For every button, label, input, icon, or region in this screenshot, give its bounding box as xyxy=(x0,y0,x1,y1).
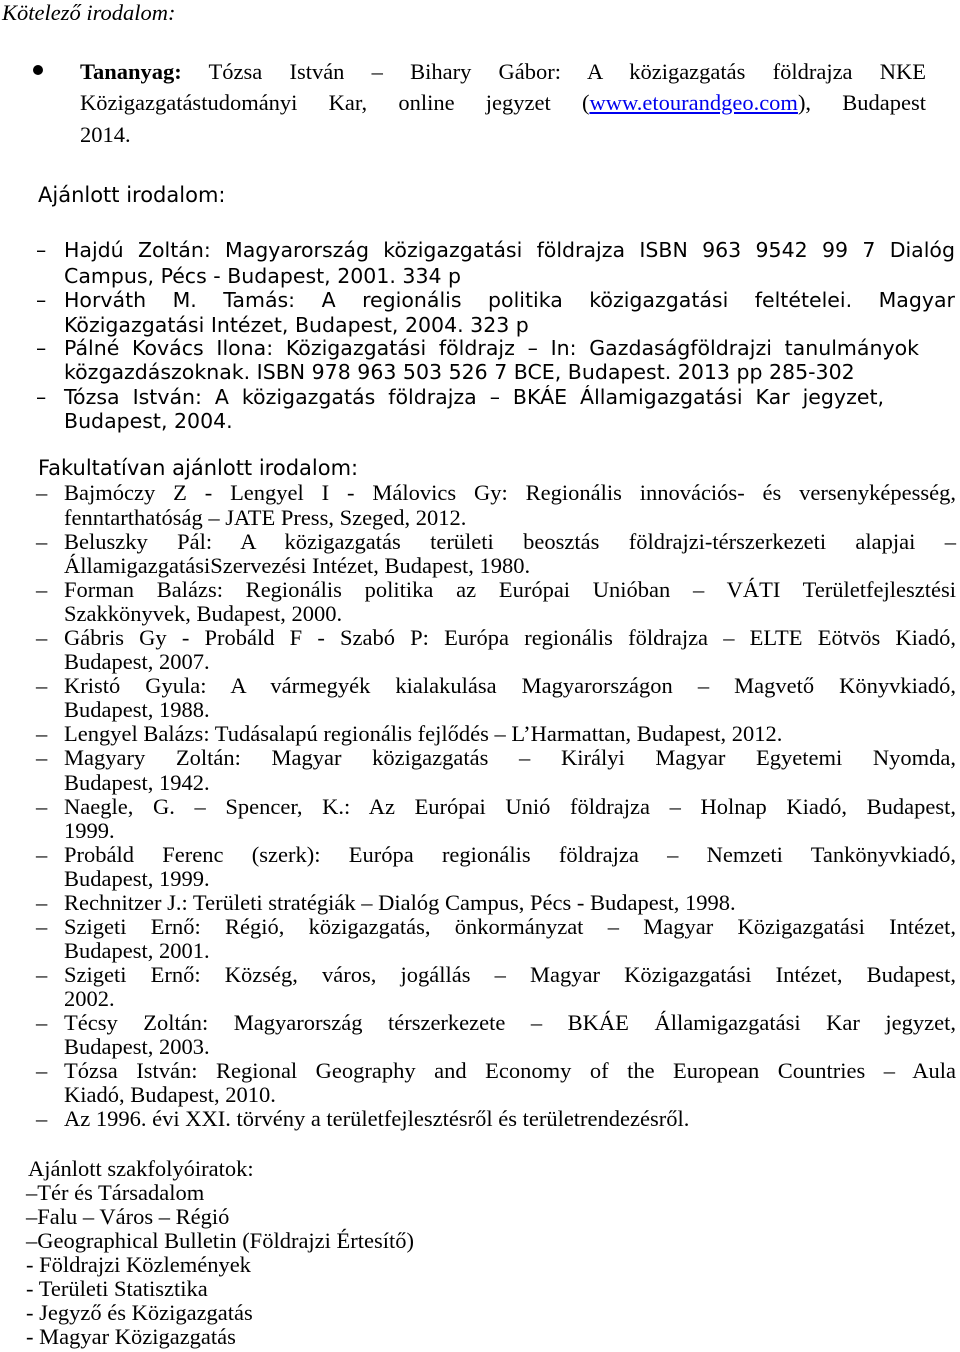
fakultativ-item-line-2: Budapest, 1999. xyxy=(64,866,210,891)
fakultativ-item-line-2: Budapest, 1942. xyxy=(64,770,210,795)
fakultativ-item-line-2: Budapest, 2001. xyxy=(64,938,210,963)
fakultativ-item-line-1: Az 1996. évi XXI. törvény a területfejlesztésről és területrendezésről. xyxy=(64,1106,690,1131)
szakfolyoirat-item xyxy=(26,1276,208,1302)
szakfolyoirat-item xyxy=(26,1324,236,1350)
fakultativ-item-line-2: Budapest, 1988. xyxy=(64,697,210,722)
szakfolyoirat-title: Földrajzi Közlemények xyxy=(39,1252,251,1277)
szakfolyoirat-title: Jegyző és Közigazgatás xyxy=(39,1300,253,1325)
dash-marker: – xyxy=(26,1204,38,1229)
szakfolyoirat-title: Magyar Közigazgatás xyxy=(39,1324,236,1349)
dash-marker: – xyxy=(36,625,48,650)
dash-marker: – xyxy=(36,480,48,505)
szakfolyoirat-item xyxy=(26,1228,414,1254)
szakfolyoirat-item xyxy=(26,1180,204,1206)
tananyag-text-2b: ), Budapest xyxy=(797,90,927,115)
dash-marker: – xyxy=(36,336,47,360)
szakfolyoirat-item xyxy=(26,1252,251,1278)
dash-marker: – xyxy=(36,673,48,698)
ajanlott-item-line-1: Pálné Kovács Ilona: Közigazgatási földrajz – In: Gazdaságföldrajzi tanulmányok xyxy=(64,336,919,360)
fakultativ-item-line-2: Kiadó, Budapest, 2010. xyxy=(64,1082,276,1107)
fakultativ-item-line-1: Lengyel Balázs: Tudásalapú regionális fejlődés – L’Harmattan, Budapest, 2012. xyxy=(64,721,783,746)
fakultativ-item-line-2: fenntarthatóság – JATE Press, Szeged, 2012. xyxy=(64,505,467,530)
dash-marker: – xyxy=(36,721,48,746)
szakfolyoirat-heading: Ajánlott szakfolyóiratok: xyxy=(28,1156,254,1181)
tananyag-line-3: 2014. xyxy=(80,122,131,147)
fakultativ-item-line-1: Bajmóczy Z - Lengyel I - Málovics Gy: Regionális innovációs- és versenyképesség, xyxy=(64,480,956,505)
etourandgeo-link[interactable]: www.etourandgeo.com xyxy=(589,90,798,115)
szakfolyoirat-title: Geographical Bulletin (Földrajzi Értesítő) xyxy=(37,1228,415,1253)
fakultativ-item-line-2: Budapest, 2007. xyxy=(64,649,210,674)
tananyag-line-2 xyxy=(80,90,926,116)
fakultativ-item-line-1: Forman Balázs: Regionális politika az Európai Unióban – VÁTI Területfejlesztési xyxy=(64,577,956,602)
ajanlott-item-line-1: Horváth M. Tamás: A regionális politika közigazgatási feltételei. Magyar xyxy=(64,288,955,312)
ajanlott-item-line-1: Tózsa István: A közigazgatás földrajza – BKÁE Államigazgatási Kar jegyzet, xyxy=(64,385,884,409)
dash-marker: – xyxy=(36,385,47,409)
fakultativ-item-line-2: Szakkönyvek, Budapest, 2000. xyxy=(64,601,343,626)
dash-marker: – xyxy=(36,914,48,939)
dash-marker: – xyxy=(36,1058,48,1083)
dash-marker: - xyxy=(26,1300,40,1325)
fakultativ-item-line-1: Naegle, G. – Spencer, K.: Az Európai Unió földrajza – Holnap Kiadó, Budapest, xyxy=(64,794,956,819)
fakultativ-item-line-2: ÁllamigazgatásiSzervezési Intézet, Budapest, 1980. xyxy=(64,553,531,578)
dash-marker: – xyxy=(26,1180,38,1205)
fakultativ-heading: Fakultatívan ajánlott irodalom: xyxy=(38,456,359,480)
dash-marker: – xyxy=(36,842,48,867)
dash-marker: – xyxy=(36,1106,48,1131)
fakultativ-item-line-1: Szigeti Ernő: Község, város, jogállás – Magyar Közigazgatási Intézet, Budapest, xyxy=(64,962,956,987)
fakultativ-item-line-1: Técsy Zoltán: Magyarország térszerkezete – BKÁE Államigazgatási Kar jegyzet, xyxy=(64,1010,956,1035)
dash-marker: - xyxy=(26,1252,40,1277)
fakultativ-item-line-1: Tózsa István: Regional Geography and Economy of the European Countries – Aula xyxy=(64,1058,956,1083)
fakultativ-item-line-1: Probáld Ferenc (szerk): Európa regionális földrajza – Nemzeti Tankönyvkiadó, xyxy=(64,842,956,867)
dash-marker: – xyxy=(36,577,48,602)
dash-marker: – xyxy=(36,238,47,262)
fakultativ-item-line-2: Budapest, 2003. xyxy=(64,1034,210,1059)
tananyag-label: Tananyag: xyxy=(80,59,182,84)
dash-marker: - xyxy=(26,1324,40,1349)
fakultativ-item-line-2: 1999. xyxy=(64,818,115,843)
dash-marker: – xyxy=(36,529,48,554)
dash-marker: – xyxy=(36,962,48,987)
szakfolyoirat-item xyxy=(26,1204,229,1230)
ajanlott-item-line-2: Campus, Pécs - Budapest, 2001. 334 p xyxy=(64,264,462,288)
ajanlott-item-line-2: Budapest, 2004. xyxy=(64,409,233,433)
dash-marker: – xyxy=(36,890,48,915)
szakfolyoirat-title: Területi Statisztika xyxy=(38,1276,208,1301)
ajanlott-item-line-2: közgazdászoknak. ISBN 978 963 503 526 7 BCE, Budapest. 2013 pp 285-302 xyxy=(64,360,855,384)
dash-marker: – xyxy=(36,745,48,770)
tananyag-text-2a: Közigazgatástudományi Kar, online jegyzet ( xyxy=(80,90,590,115)
dash-marker: – xyxy=(36,288,47,312)
szakfolyoirat-title: Falu – Város – Régió xyxy=(37,1204,230,1229)
szakfolyoirat-item xyxy=(26,1300,253,1326)
fakultativ-item-line-1: Gábris Gy - Probáld F - Szabó P: Európa regionális földrajza – ELTE Eötvös Kiadó, xyxy=(64,625,956,650)
ajanlott-heading: Ajánlott irodalom: xyxy=(38,183,226,207)
ajanlott-item-line-2: Közigazgatási Intézet, Budapest, 2004. 323 p xyxy=(64,313,529,337)
fakultativ-item-line-1: Beluszky Pál: A közigazgatás területi beosztás földrajzi-térszerkezeti alapjai – xyxy=(64,529,956,554)
fakultativ-item-line-2: 2002. xyxy=(64,986,115,1011)
fakultativ-item-line-1: Rechnitzer J.: Területi stratégiák – Dialóg Campus, Pécs - Budapest, 1998. xyxy=(64,890,736,915)
page-heading: Kötelező irodalom: xyxy=(2,0,176,25)
fakultativ-item-line-1: Kristó Gyula: A vármegyék kialakulása Magyarországon – Magvető Könyvkiadó, xyxy=(64,673,956,698)
fakultativ-item-line-1: Magyary Zoltán: Magyar közigazgatás – Királyi Magyar Egyetemi Nyomda, xyxy=(64,745,956,770)
tananyag-line-1 xyxy=(80,59,926,85)
dash-marker: – xyxy=(36,1010,48,1035)
tananyag-text-1: Tózsa István – Bihary Gábor: A közigazgatás földrajza NKE xyxy=(181,59,926,84)
dash-marker: - xyxy=(26,1276,39,1301)
dash-marker: – xyxy=(36,794,48,819)
fakultativ-item-line-1: Szigeti Ernő: Régió, közigazgatás, önkormányzat – Magyar Közigazgatási Intézet, xyxy=(64,914,956,939)
bullet-dot xyxy=(33,65,43,75)
szakfolyoirat-title: Tér és Társadalom xyxy=(37,1180,205,1205)
dash-marker: – xyxy=(26,1228,38,1253)
ajanlott-item-line-1: Hajdú Zoltán: Magyarország közigazgatási földrajza ISBN 963 9542 99 7 Dialóg xyxy=(64,238,955,262)
